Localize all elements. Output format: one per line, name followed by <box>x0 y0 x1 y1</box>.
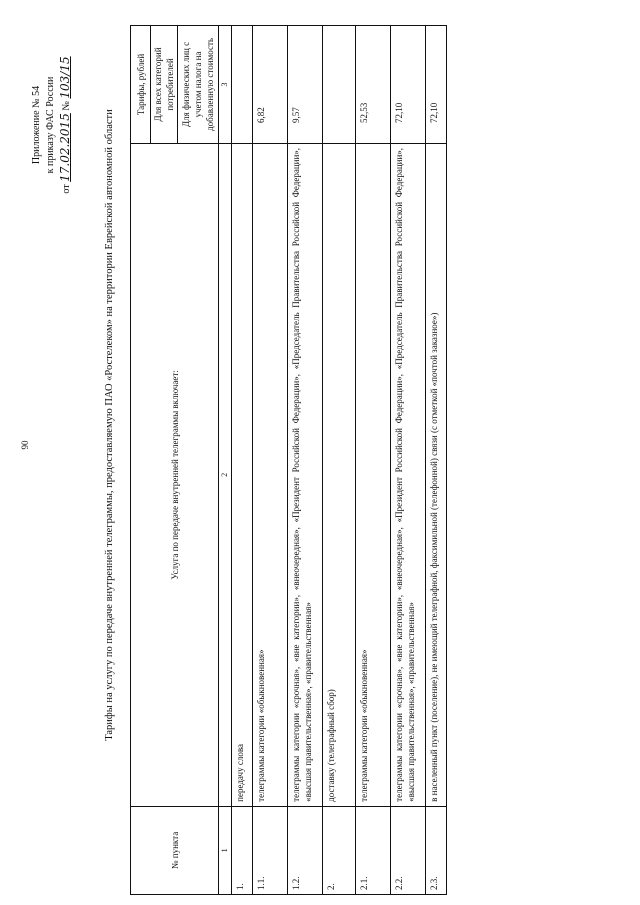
tariffs-table <box>130 25 447 895</box>
header-all-consumers <box>151 26 219 144</box>
header-all-consumers-label: Для всех категорий потребителей <box>151 26 178 143</box>
appendix-line-3 <box>58 5 74 245</box>
page-number: 90 <box>20 440 30 450</box>
row-description: передачу слова <box>232 143 253 806</box>
column-index-2: 2 <box>219 143 232 806</box>
row-number: 2.1. <box>356 806 391 894</box>
row-value <box>232 26 253 144</box>
row-description: телеграммы категории «срочная», «вне категории», «внеочередная», «Президент Российской Федерации», «Председатель Правительства Российской Федерации», «высшая правительственная», «правительственная» <box>391 143 426 806</box>
table-row <box>356 26 391 895</box>
row-value: 72,10 <box>426 26 447 144</box>
table-row <box>391 26 426 895</box>
appendix-line-2: к приказу ФАС России <box>45 76 56 174</box>
column-index-row <box>219 26 232 895</box>
row-value: 9,57 <box>288 26 323 144</box>
row-value: 6,82 <box>253 26 288 144</box>
table-row <box>323 26 356 895</box>
handwritten-order-number: 103/15 <box>58 56 72 99</box>
appendix-line-1: Приложение № 54 <box>31 85 42 165</box>
row-number: 1.1. <box>253 806 288 894</box>
header-service: Услуга по передаче внутренней телеграммы включает: <box>131 143 219 806</box>
date-prefix: от <box>61 184 72 194</box>
number-prefix: № <box>61 101 72 111</box>
header-row-1 <box>131 26 151 895</box>
row-number: 1.2. <box>288 806 323 894</box>
row-description: телеграммы категории «обыкновенная» <box>253 143 288 806</box>
handwritten-date: 17.02.2015 <box>58 113 72 182</box>
row-number: 1. <box>232 806 253 894</box>
appendix-block <box>30 5 74 245</box>
row-description: в населенный пункт (поселение), не имеющий телеграфной, факсимильной (телефонной) связи (с отметкой «почтой заказное») <box>426 143 447 806</box>
column-index-1: 1 <box>219 806 232 894</box>
document-title: Тарифы на услугу по передаче внутренней телеграммы, предоставляемую ПАО «Ростелеком» на территории Еврейской автономной области <box>104 109 115 741</box>
table-row <box>232 26 253 895</box>
table-row <box>253 26 288 895</box>
column-index-3: 3 <box>219 26 232 144</box>
row-number: 2. <box>323 806 356 894</box>
table-row <box>288 26 323 895</box>
row-number: 2.2. <box>391 806 426 894</box>
row-description: доставку (телеграфный сбор) <box>323 143 356 806</box>
row-value: 52,53 <box>356 26 391 144</box>
row-value <box>323 26 356 144</box>
row-number: 2.3. <box>426 806 447 894</box>
row-value: 72,10 <box>391 26 426 144</box>
header-tariffs: Тарифы, рублей <box>131 26 151 144</box>
header-item-number: № пункта <box>131 806 219 894</box>
row-description: телеграммы категории «срочная», «вне категории», «внеочередная», «Президент Российской Федерации», «Председатель Правительства Российской Федерации», «высшая правительственная», «правительственная» <box>288 143 323 806</box>
row-description: телеграммы категории «обыкновенная» <box>356 143 391 806</box>
table-row <box>426 26 447 895</box>
header-individuals-label: Для физических лиц с учетом налога на добавленную стоимость <box>181 38 215 131</box>
